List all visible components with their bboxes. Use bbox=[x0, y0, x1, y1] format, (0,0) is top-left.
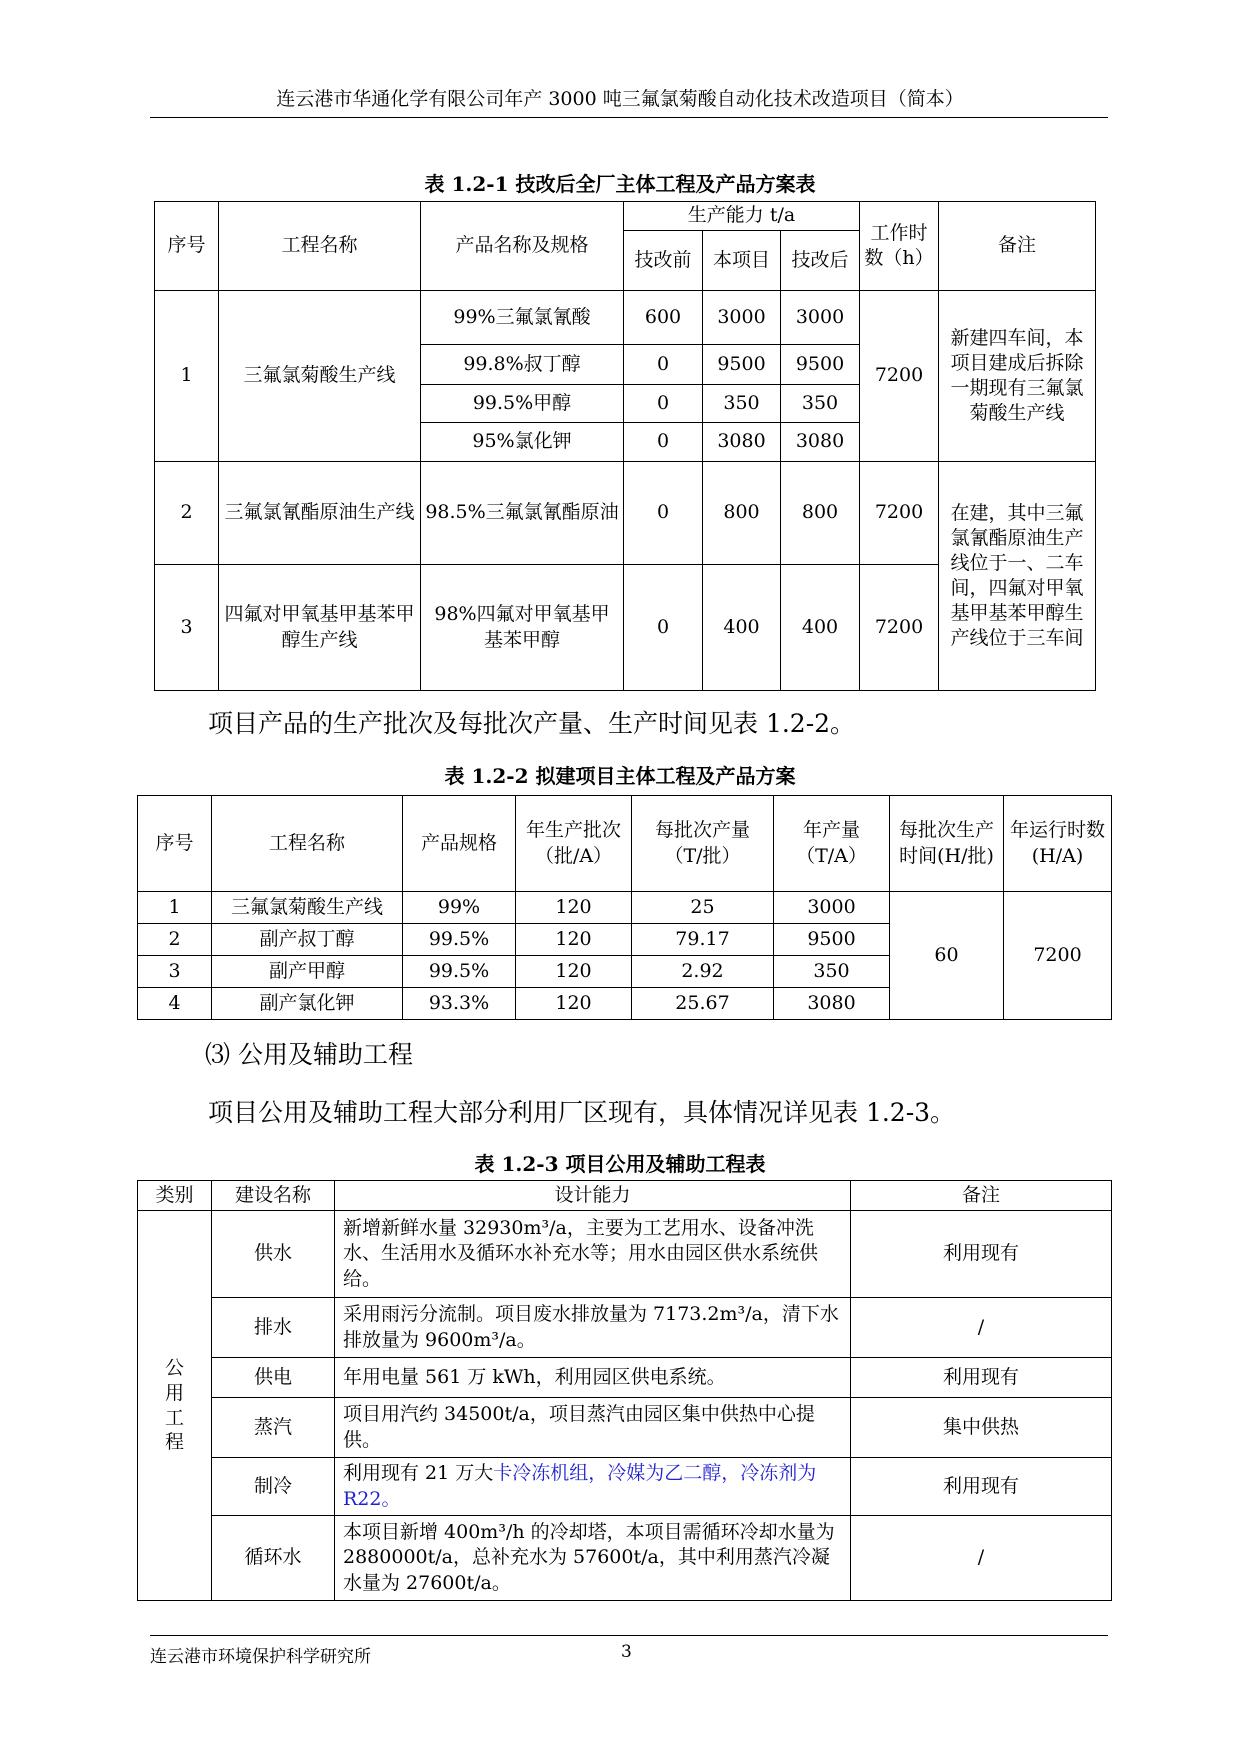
table1-row1-product4-after: 3080 bbox=[781, 423, 860, 462]
table1-row1-product2-this: 9500 bbox=[703, 345, 781, 385]
table3-row4-capacity: 项目用汽约 34500t/a，项目蒸汽由园区集中供热中心提供。 bbox=[335, 1398, 851, 1458]
table2-row2-project: 副产叔丁醇 bbox=[212, 924, 403, 956]
table1-header-hours: 工作时数（h） bbox=[860, 202, 939, 291]
table2-annual-hours: 7200 bbox=[1004, 892, 1112, 1020]
table2-header-project: 工程名称 bbox=[212, 796, 403, 892]
table1-row2-this: 800 bbox=[703, 462, 781, 565]
table3-header-capacity: 设计能力 bbox=[335, 1181, 851, 1211]
table3-row5-capacity bbox=[335, 1458, 851, 1516]
table2-header-seq: 序号 bbox=[138, 796, 212, 892]
table2-row4-batches: 120 bbox=[516, 988, 632, 1020]
table3-row1-note: 利用现有 bbox=[851, 1211, 1112, 1298]
table2-row1-annual: 3000 bbox=[774, 892, 890, 924]
table3-header-name: 建设名称 bbox=[212, 1181, 335, 1211]
table2-caption: 表 1.2-2 拟建项目主体工程及产品方案 bbox=[444, 764, 796, 788]
table3-row6-note: / bbox=[851, 1516, 1112, 1601]
table3-row6-capacity: 本项目新增 400m³/h 的冷却塔，本项目需循环冷却水量为 2880000t/a，总补充水为 57600t/a，其中利用蒸汽冷凝水量为 27600t/a。 bbox=[335, 1516, 851, 1601]
table3-row5-capacity-plain: 利用现有 21 万大 bbox=[343, 1462, 494, 1485]
paragraph-batches: 项目产品的生产批次及每批次产量、生产时间见表 1.2-2。 bbox=[208, 709, 856, 738]
table1-header-before: 技改前 bbox=[624, 231, 703, 291]
table2-row3-seq: 3 bbox=[138, 956, 212, 988]
table1-row3-project: 四氟对甲氧基甲基苯甲醇生产线 bbox=[219, 565, 421, 691]
table3-header-note: 备注 bbox=[851, 1181, 1112, 1211]
table2-row1-batches: 120 bbox=[516, 892, 632, 924]
table2-header-batches: 年生产批次（批/A） bbox=[516, 796, 632, 892]
table1-row1-product3: 99.5%甲醇 bbox=[421, 385, 624, 423]
table2-row1-seq: 1 bbox=[138, 892, 212, 924]
table1-row1-product2-after: 9500 bbox=[781, 345, 860, 385]
table1-row1-product1-this: 3000 bbox=[703, 291, 781, 345]
table1-row1-seq: 1 bbox=[155, 291, 219, 462]
table1-row1-product1-after: 3000 bbox=[781, 291, 860, 345]
table1-row1-product3-after: 350 bbox=[781, 385, 860, 423]
table3-row1-name: 供水 bbox=[212, 1211, 335, 1298]
table2-row2-per-batch: 79.17 bbox=[632, 924, 774, 956]
table2-row1-spec: 99% bbox=[403, 892, 516, 924]
table2-row4-seq: 4 bbox=[138, 988, 212, 1020]
table2-row1-project: 三氟氯菊酸生产线 bbox=[212, 892, 403, 924]
table2-row3-per-batch: 2.92 bbox=[632, 956, 774, 988]
table1-row2-before: 0 bbox=[624, 462, 703, 565]
table3-row5-capacity-highlight: 卡冷冻机组，冷媒为乙二醇，冷冻剂为 R22。 bbox=[343, 1462, 817, 1510]
table1-row1-product2-before: 0 bbox=[624, 345, 703, 385]
table2-header-annual-hours: 年运行时数(H/A) bbox=[1004, 796, 1112, 892]
table2-row2-annual: 9500 bbox=[774, 924, 890, 956]
table2-row3-batches: 120 bbox=[516, 956, 632, 988]
table2-row4-project: 副产氯化钾 bbox=[212, 988, 403, 1020]
table2-row3-project: 副产甲醇 bbox=[212, 956, 403, 988]
table2-row4-annual: 3080 bbox=[774, 988, 890, 1020]
table3 bbox=[137, 1180, 1112, 1601]
header-divider bbox=[150, 117, 1108, 118]
table1-row1-product3-this: 350 bbox=[703, 385, 781, 423]
table3-row3-note: 利用现有 bbox=[851, 1358, 1112, 1398]
document-header: 连云港市华通化学有限公司年产 3000 吨三氟氯菊酸自动化技术改造项目（简本） bbox=[276, 88, 964, 110]
table1-row2-seq: 2 bbox=[155, 462, 219, 565]
table3-category bbox=[138, 1211, 212, 1601]
table3-row6-name: 循环水 bbox=[212, 1516, 335, 1601]
table3-caption: 表 1.2-3 项目公用及辅助工程表 bbox=[474, 1152, 766, 1176]
table1-row1-product4-before: 0 bbox=[624, 423, 703, 462]
table3-row1-capacity: 新增新鲜水量 32930m³/a，主要为工艺用水、设备冲洗水、生活用水及循环水补充水等；用水由园区供水系统供给。 bbox=[335, 1211, 851, 1298]
table1-header-this-project: 本项目 bbox=[703, 231, 781, 291]
table1-row1-project: 三氟氯菊酸生产线 bbox=[219, 291, 421, 462]
table1 bbox=[154, 201, 1096, 691]
table3-row5-name: 制冷 bbox=[212, 1458, 335, 1516]
table1-header-product: 产品名称及规格 bbox=[421, 202, 624, 291]
table1-row1-note: 新建四车间，本项目建成后拆除一期现有三氟氯菊酸生产线 bbox=[939, 291, 1096, 462]
table2 bbox=[137, 795, 1112, 1020]
table2-header-spec: 产品规格 bbox=[403, 796, 516, 892]
table3-row3-capacity: 年用电量 561 万 kWh，利用园区供电系统。 bbox=[335, 1358, 851, 1398]
table2-row4-spec: 93.3% bbox=[403, 988, 516, 1020]
table1-row1-hours: 7200 bbox=[860, 291, 939, 462]
table1-header-note: 备注 bbox=[939, 202, 1096, 291]
table1-row3-seq: 3 bbox=[155, 565, 219, 691]
table3-row3-name: 供电 bbox=[212, 1358, 335, 1398]
table1-row1-product1: 99%三氟氯氰酸 bbox=[421, 291, 624, 345]
table1-row1-product3-before: 0 bbox=[624, 385, 703, 423]
table1-row2-3-note: 在建，其中三氟氯氰酯原油生产线位于一、二车间，四氟对甲氧基甲基苯甲醇生产线位于三车间 bbox=[939, 462, 1096, 691]
table1-row3-after: 400 bbox=[781, 565, 860, 691]
table3-row5-note: 利用现有 bbox=[851, 1458, 1112, 1516]
table2-row2-seq: 2 bbox=[138, 924, 212, 956]
table2-row4-per-batch: 25.67 bbox=[632, 988, 774, 1020]
table1-row3-product: 98%四氟对甲氧基甲基苯甲醇 bbox=[421, 565, 624, 691]
table1-row2-project: 三氟氯氰酯原油生产线 bbox=[219, 462, 421, 565]
section-heading-utilities: ⑶ 公用及辅助工程 bbox=[205, 1040, 413, 1069]
paragraph-utilities: 项目公用及辅助工程大部分利用厂区现有，具体情况详见表 1.2-3。 bbox=[208, 1098, 956, 1127]
table1-row3-hours: 7200 bbox=[860, 565, 939, 691]
table1-header-capacity: 生产能力 t/a bbox=[624, 202, 860, 231]
table1-caption: 表 1.2-1 技改后全厂主体工程及产品方案表 bbox=[424, 172, 816, 196]
table3-row4-name: 蒸汽 bbox=[212, 1398, 335, 1458]
footer-organization: 连云港市环境保护科学研究所 bbox=[150, 1647, 371, 1667]
table3-row2-name: 排水 bbox=[212, 1298, 335, 1358]
table1-header-seq: 序号 bbox=[155, 202, 219, 291]
table2-row1-per-batch: 25 bbox=[632, 892, 774, 924]
table3-category-label: 公用工程 bbox=[164, 1357, 184, 1454]
table1-row2-hours: 7200 bbox=[860, 462, 939, 565]
table3-row2-note: / bbox=[851, 1298, 1112, 1358]
table2-header-annual: 年产量（T/A） bbox=[774, 796, 890, 892]
table1-header-project: 工程名称 bbox=[219, 202, 421, 291]
table3-row2-capacity: 采用雨污分流制。项目废水排放量为 7173.2m³/a，清下水排放量为 9600m³/a。 bbox=[335, 1298, 851, 1358]
table2-header-per-batch: 每批次产量（T/批） bbox=[632, 796, 774, 892]
table1-header-after: 技改后 bbox=[781, 231, 860, 291]
table2-batch-time: 60 bbox=[890, 892, 1004, 1020]
table3-row4-note: 集中供热 bbox=[851, 1398, 1112, 1458]
table2-row3-annual: 350 bbox=[774, 956, 890, 988]
table1-row1-product1-before: 600 bbox=[624, 291, 703, 345]
table1-row1-product4-this: 3080 bbox=[703, 423, 781, 462]
table3-header-category: 类别 bbox=[138, 1181, 212, 1211]
table1-row1-product2: 99.8%叔丁醇 bbox=[421, 345, 624, 385]
table1-row3-this: 400 bbox=[703, 565, 781, 691]
footer-divider bbox=[150, 1635, 1108, 1636]
table1-row1-product4: 95%氯化钾 bbox=[421, 423, 624, 462]
page-number: 3 bbox=[621, 1642, 632, 1662]
table2-row2-batches: 120 bbox=[516, 924, 632, 956]
table2-row3-spec: 99.5% bbox=[403, 956, 516, 988]
table2-row2-spec: 99.5% bbox=[403, 924, 516, 956]
table1-row3-before: 0 bbox=[624, 565, 703, 691]
table2-header-batch-time: 每批次生产时间(H/批) bbox=[890, 796, 1004, 892]
table1-row2-product: 98.5%三氟氯氰酯原油 bbox=[421, 462, 624, 565]
table1-row2-after: 800 bbox=[781, 462, 860, 565]
